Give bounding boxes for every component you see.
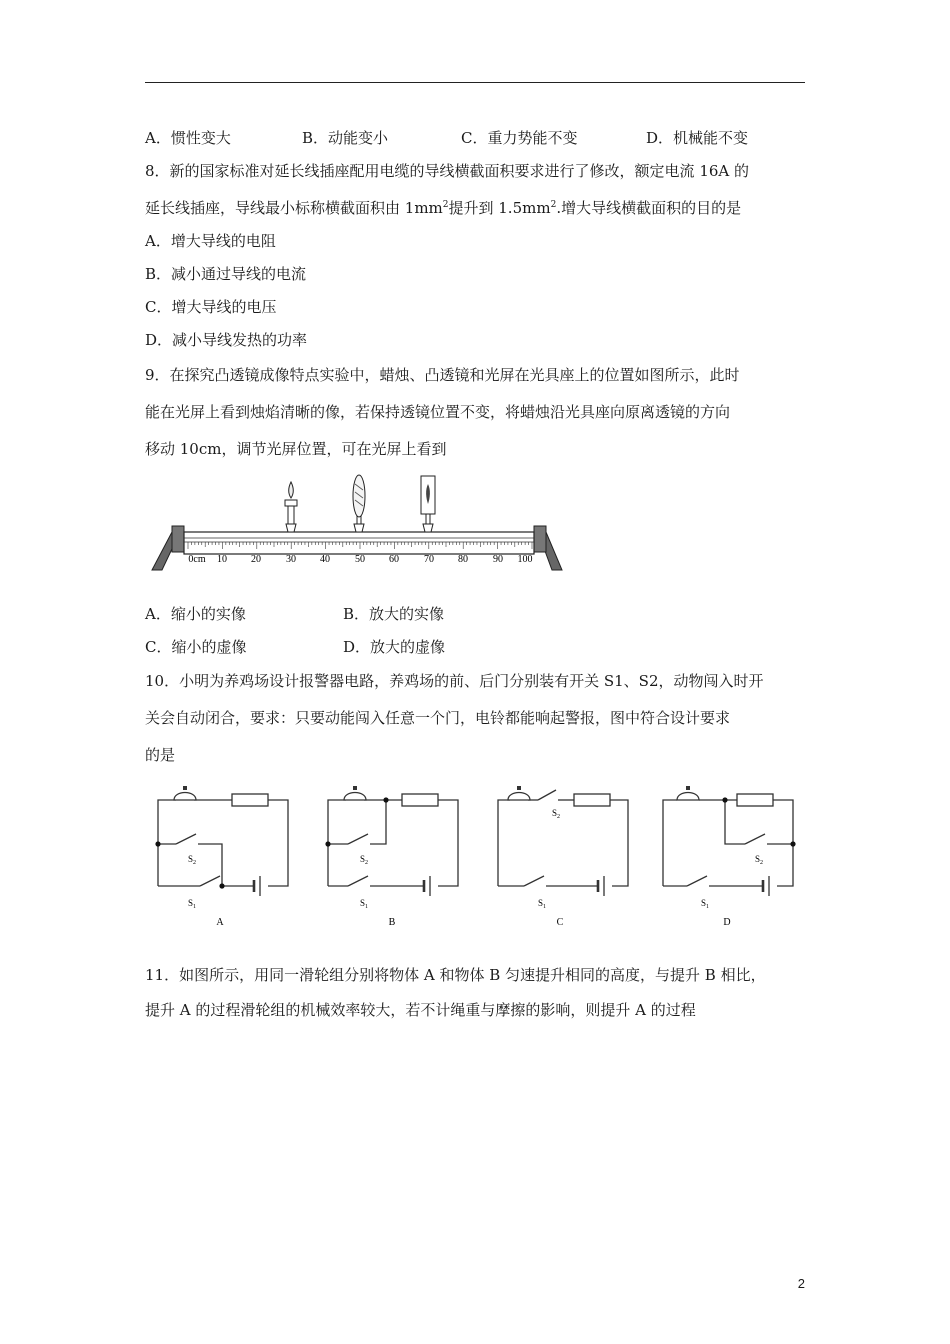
circuit-label-c: C — [556, 917, 564, 928]
q9-option-b: B．放大的实像 — [343, 605, 445, 623]
circuit-label-b: B — [388, 917, 396, 928]
switch-label-s2: $S_2$ — [360, 854, 369, 866]
scale-label: 50 — [355, 554, 365, 565]
q7-option-a: A．惯性变大 — [145, 129, 231, 147]
q7-option-c: C．重力势能不变 — [461, 129, 578, 147]
scale-label: 0cm — [188, 554, 206, 565]
q8-line-2: 延长线插座，导线最小标称横截面积由 $1mm^2$提升到 $1.5mm^2$.增大导线横截面积的目的是 — [145, 199, 742, 217]
switch-label-s1: $S_1$ — [538, 898, 547, 910]
q8-option-b: B．减小通过导线的电流 — [145, 265, 307, 283]
q9-line-1: 9．在探究凸透镜成像特点实验中，蜡烛、凸透镜和光屏在光具座上的位置如图所示，此时 — [145, 366, 740, 384]
q8-option-d: D．减小导线发热的功率 — [145, 331, 308, 349]
scale-label: 70 — [424, 554, 434, 565]
scale-label: 100 — [517, 554, 533, 565]
scale-label: 30 — [286, 554, 296, 565]
q11-line-1: 11．如图所示，用同一滑轮组分别将物体 A 和物体 B 匀速提升相同的高度，与提升 B 相比， — [145, 966, 766, 984]
q7-option-b: B．动能变小 — [302, 129, 389, 147]
q10-line-1: 10．小明为养鸡场设计报警器电路，养鸡场的前、后门分别装有开关 S1、S2，动物闯入时开 — [145, 672, 764, 690]
scale-label: 90 — [493, 554, 503, 565]
circuit-label-a: A — [216, 917, 224, 928]
q9-option-c: C．缩小的虚像 — [145, 638, 247, 656]
q9-line-2: 能在光屏上看到烛焰清晰的像，若保持透镜位置不变，将蜡烛沿光具座向原离透镜的方向 — [145, 403, 731, 421]
scale-label: 80 — [458, 554, 468, 565]
page-number: 2 — [797, 1276, 805, 1291]
scale-label: 10 — [217, 554, 227, 565]
q8-option-c: C．增大导线的电压 — [145, 298, 277, 316]
light-screen — [421, 476, 435, 532]
scale-label: 60 — [389, 554, 399, 565]
header-rule — [145, 82, 805, 83]
scale-label: 40 — [320, 554, 330, 565]
switch-label-s1: $S_1$ — [360, 898, 369, 910]
q7-option-d: D．机械能不变 — [646, 129, 749, 147]
q9-option-a: A．缩小的实像 — [145, 605, 246, 623]
convex-lens — [353, 475, 365, 532]
switch-label-s2: $S_2$ — [755, 854, 764, 866]
q8-option-a: A．增大导线的电阻 — [145, 232, 276, 250]
q9-line-3: 移动 10cm，调节光屏位置，可在光屏上看到 — [145, 440, 447, 458]
circuit-a — [150, 782, 300, 932]
switch-label-s2: $S_2$ — [188, 854, 197, 866]
q10-line-3: 的是 — [145, 746, 176, 764]
switch-label-s2: $S_2$ — [552, 808, 561, 820]
q10-line-2: 关会自动闭合，要求：只要动能闯入任意一个门，电铃都能响起警报，图中符合设计要求 — [145, 709, 731, 727]
circuit-c — [490, 782, 640, 932]
circuit-b — [320, 782, 470, 932]
switch-label-s1: $S_1$ — [701, 898, 710, 910]
switch-label-s1: $S_1$ — [188, 898, 197, 910]
circuit-label-d: D — [723, 917, 731, 928]
q8-line-1: 8．新的国家标准对延长线插座配用电缆的导线横截面积要求进行了修改，额定电流 16A 的 — [145, 162, 750, 180]
circuit-d — [655, 782, 805, 932]
optical-bench-figure — [150, 472, 565, 572]
scale-labels — [188, 554, 532, 565]
scale-label: 20 — [251, 554, 261, 565]
q11-line-2: 提升 A 的过程滑轮组的机械效率较大，若不计绳重与摩擦的影响，则提升 A 的过程 — [145, 1001, 696, 1019]
q9-option-d: D．放大的虚像 — [343, 638, 446, 656]
candle — [285, 482, 297, 532]
